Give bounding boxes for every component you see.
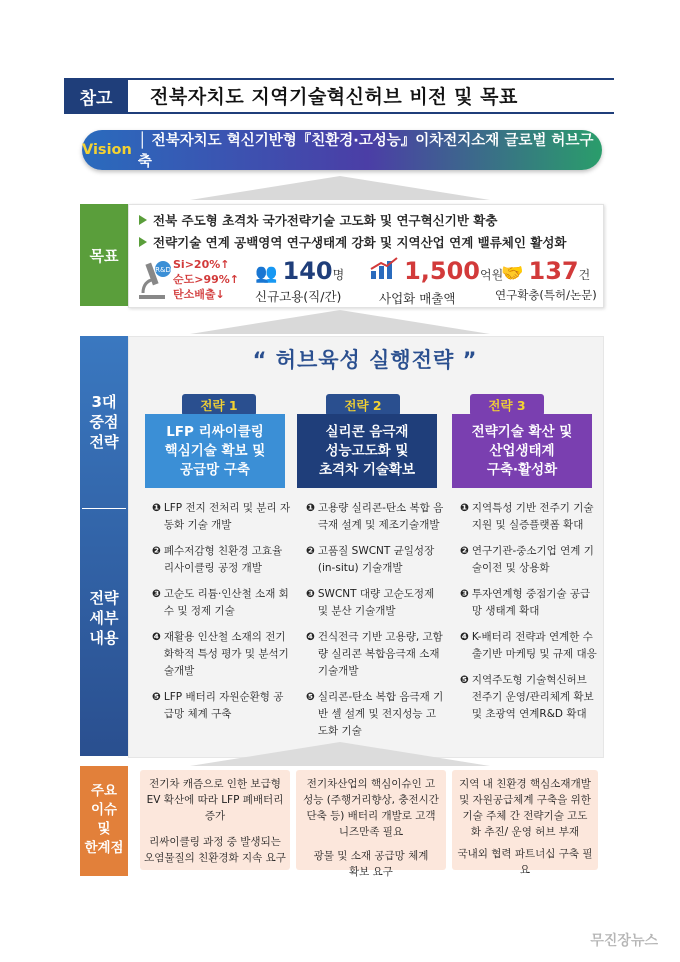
vision-banner <box>82 130 602 170</box>
metric-revenue: 1,500억원 사업화 매출액 <box>369 257 503 307</box>
list-item: ❶ 고용량 실리콘-탄소 복합 음극재 설계 및 제조기술개발 <box>306 502 444 531</box>
strategy-1-head: LFP 리싸이클링 핵심기술 확보 및 공급망 구축 <box>145 414 285 488</box>
side-divider <box>82 508 126 509</box>
strategy-3-items <box>460 500 600 732</box>
list-item: ❷ 폐수저감형 친환경 고효율 리사이클링 공정 개발 <box>152 545 283 574</box>
header-top-rule <box>64 78 614 80</box>
list-item: ❺ 지역주도형 기술혁신허브 전주기 운영/관리체계 확보 및 초광역 연계R&D 확대 <box>460 674 594 720</box>
list-item: ❶ 지역특성 기반 전주기 기술지원 및 실증플랫폼 확대 <box>460 502 594 531</box>
list-item: ❹ 건식전극 기반 고용량, 고함량 실리콘 복합음극재 소재 기술개발 <box>306 631 443 677</box>
list-item: ❸ 고순도 리튬·인산철 소재 회수 및 정제 기술 <box>152 588 289 617</box>
list-item: ❸ SWCNT 대량 고순도정제 및 분산 기술개발 <box>306 588 435 617</box>
strategy-2-tag: 전략 2 <box>326 394 400 416</box>
handshake-icon: 🤝 <box>501 263 524 284</box>
strategy-1-tag: 전략 1 <box>182 394 256 416</box>
strategy-side-bottom: 전략 세부 내용 <box>89 589 119 647</box>
page-title: 전북자치도 지역기술혁신허브 비전 및 목표 <box>150 86 518 108</box>
tech-targets: Si>20%↑ 순도>99%↑ 탄소배출↓ <box>173 258 240 301</box>
bar-chart-icon <box>369 264 404 283</box>
up-arrow-3 <box>190 742 490 766</box>
strategy-2-items <box>306 500 446 749</box>
issues-side-label: 주요 이슈 및 한계점 <box>84 783 124 856</box>
strategy-1-items <box>152 500 292 732</box>
goal-bullet-1: 전북 주도형 초격차 국가전략기술 고도화 및 연구혁신기반 확충 <box>139 211 497 229</box>
watermark: 무진장뉴스 <box>590 933 658 949</box>
list-item: ❺ 실리콘-탄소 복합 음극재 기반 셀 설계 및 전지성능 고도화 기술 <box>306 691 444 737</box>
strategy-2-head: 실리콘 음극재 성능고도화 및 초격차 기술확보 <box>297 414 437 488</box>
bullet-triangle-icon <box>139 237 147 247</box>
vision-label: Vision <box>82 142 132 158</box>
up-arrow-1 <box>190 176 490 200</box>
list-item: ❷ 연구기관-중소기업 연계 기술이전 및 상용화 <box>460 545 594 574</box>
vision-text: │ 전북자치도 혁신기반형『친환경·고성능』이차전지소재 글로벌 허브구축 <box>137 133 594 170</box>
list-item: ❷ 고품질 SWCNT 균일성장 (in-situ) 기술개발 <box>306 545 435 574</box>
goal-box <box>128 204 604 308</box>
strategy-side-top: 3대 중점 전략 <box>89 393 119 451</box>
goal-side-label: 목표 <box>80 204 128 306</box>
microscope-icon <box>135 257 171 301</box>
list-item: ❸ 투자연계형 중점기술 공급망 생태계 확대 <box>460 588 591 617</box>
strategy-title: “ 허브육성 실행전략 ” <box>252 348 478 372</box>
people-icon: 👥 <box>255 263 278 284</box>
svg-text:R&D: R&D <box>155 266 171 274</box>
reference-tag: 참고 <box>64 80 128 112</box>
header-bottom-rule <box>64 112 614 114</box>
metric-research: 🤝 137건 연구확충(특허/논문) <box>495 257 597 302</box>
issue-column-3: 지역 내 친환경 핵심소재개발 및 자원공급체계 구축을 위한 기술 주체 간 전략기술 고도화 추진/ 운영 허브 부재 국내외 협력 파트너십 구축 필요 <box>452 770 598 870</box>
strategy-3-tag: 전략 3 <box>470 394 544 416</box>
list-item: ❶ LFP 전지 전처리 및 분리 자동화 기술 개발 <box>152 502 291 531</box>
issue-column-1: 전기차 캐즘으로 인한 보급형EV 확산에 따라 LFP 폐배터리 증가 리싸이클링 과정 중 발생되는 오염물질의 친환경화 지속 요구 <box>140 770 290 870</box>
up-arrow-2 <box>190 310 490 334</box>
list-item: ❹ K-배터리 전략과 연계한 수출기반 마케팅 및 규제 대응 <box>460 631 597 660</box>
issue-column-2: 전기차산업의 핵심이슈인 고성능 (주행거리향상, 충전시간단축 등) 배터리 개발로 고객 니즈만족 필요 광물 및 소재 공급망 체계 확보 요구 <box>296 770 446 870</box>
metric-employment: 👥 140명 신규고용(직/간) <box>255 257 345 304</box>
list-item: ❺ LFP 배터리 자원순환형 공급망 체계 구축 <box>152 691 284 720</box>
bullet-triangle-icon <box>139 215 147 225</box>
list-item: ❹ 재활용 인산철 소재의 전기화학적 특성 평가 및 분석기술개발 <box>152 631 289 677</box>
strategy-3-head: 전략기술 확산 및 산업생태계 구축·활성화 <box>452 414 592 488</box>
goal-bullet-2: 전략기술 연계 공백영역 연구생태계 강화 및 지역산업 연계 밸류체인 활성화 <box>139 233 567 251</box>
